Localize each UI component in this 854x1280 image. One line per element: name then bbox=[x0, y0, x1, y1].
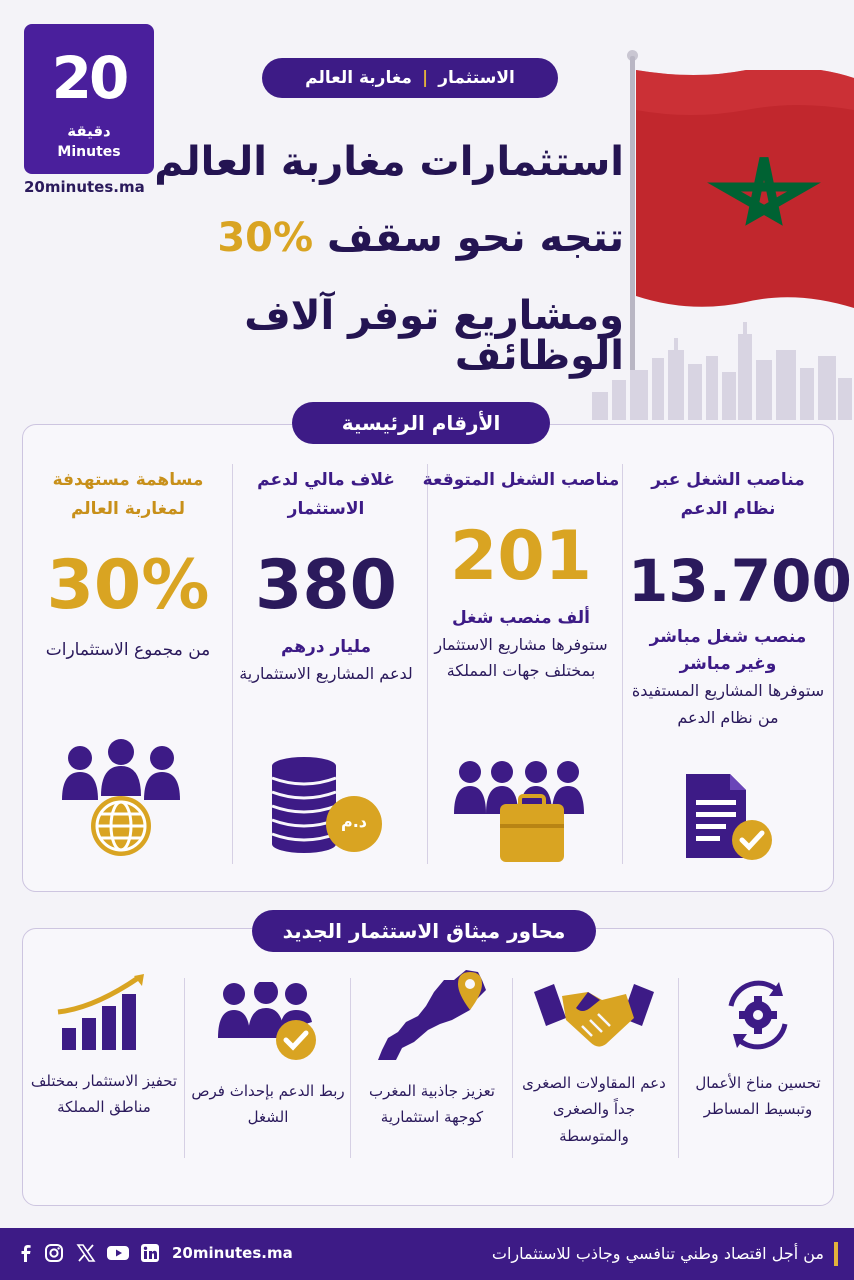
figure-sub: ستوفرها مشاريع الاستثمار بمختلف جهات المملكة bbox=[434, 635, 608, 681]
group-globe-icon bbox=[60, 738, 182, 860]
coins-stack-icon bbox=[268, 756, 388, 854]
headline-highlight: 30% bbox=[217, 215, 314, 261]
headline-line-2-text: تتجه نحو سقف bbox=[327, 215, 624, 261]
category-label: الاستثمار bbox=[438, 68, 515, 88]
morocco-flag-icon bbox=[636, 70, 854, 308]
figure-head: مناصب الشغل عبر نظام الدعم bbox=[651, 470, 805, 519]
instagram-icon[interactable] bbox=[44, 1243, 64, 1263]
figure-support-jobs bbox=[628, 466, 852, 731]
team-briefcase-icon bbox=[452, 758, 588, 866]
figure-value: 201 bbox=[450, 516, 592, 596]
footer-slogan: من أجل اقتصاد وطني تنافسي وجاذب للاستثمارات bbox=[492, 1242, 838, 1266]
logo-number: 20 bbox=[51, 44, 127, 112]
people-check-icon bbox=[216, 982, 320, 1062]
morocco-map-pin-icon bbox=[374, 966, 490, 1062]
divider bbox=[350, 978, 351, 1158]
headline-line-2 bbox=[154, 215, 624, 261]
figure-value-text: 30% bbox=[46, 545, 210, 625]
figure-sub-bold: ألف منصب شغل bbox=[452, 607, 590, 628]
figure-expected-jobs bbox=[421, 466, 621, 685]
figure-financial-envelope bbox=[226, 466, 426, 687]
document-check-icon bbox=[682, 770, 774, 862]
logo-english: Minutes bbox=[57, 144, 121, 160]
footer-site-url[interactable]: 20minutes.ma bbox=[172, 1244, 293, 1262]
axis-regional-investment bbox=[26, 962, 182, 1121]
category-separator: | bbox=[421, 68, 429, 88]
logo bbox=[24, 24, 154, 174]
key-figures-title: الأرقام الرئيسية bbox=[292, 402, 550, 444]
axis-morocco-attractiveness bbox=[354, 962, 510, 1131]
axis-text: ربط الدعم بإحداث فرص الشغل bbox=[191, 1082, 345, 1127]
headline-line-1: استثمارات مغاربة العالم bbox=[154, 139, 624, 185]
divider bbox=[184, 978, 185, 1158]
figure-sub: لدعم المشاريع الاستثمارية bbox=[239, 663, 413, 683]
divider bbox=[622, 464, 623, 864]
site-url[interactable]: 20minutes.ma bbox=[24, 178, 145, 196]
axis-text: تحفيز الاستثمار بمختلف مناطق المملكة bbox=[30, 1072, 178, 1117]
figure-sub-bold: منصب شغل مباشر وغير مباشر bbox=[649, 626, 807, 674]
divider bbox=[512, 978, 513, 1158]
axis-support-employment bbox=[190, 962, 346, 1131]
linkedin-icon[interactable] bbox=[140, 1243, 160, 1263]
x-icon[interactable] bbox=[76, 1243, 96, 1263]
figure-sub: ستوفرها المشاريع المستفيدة من نظام الدعم bbox=[631, 681, 825, 727]
figure-value bbox=[28, 545, 228, 625]
youtube-icon[interactable] bbox=[106, 1243, 130, 1263]
figure-value: 380 bbox=[255, 545, 397, 625]
figure-sub-bold: مليار درهم bbox=[280, 636, 372, 657]
subcategory-label: مغاربة العالم bbox=[305, 68, 412, 88]
facebook-icon[interactable] bbox=[16, 1243, 36, 1263]
logo-arabic: دقيقة bbox=[67, 122, 111, 140]
axis-text: تحسين مناخ الأعمال وتبسيط المساطر bbox=[695, 1074, 821, 1119]
coin-currency-label: د.م bbox=[340, 812, 367, 831]
axis-text: دعم المقاولات الصغرى جداً والصغرى والمتوسطة bbox=[522, 1074, 666, 1145]
figure-value: 13.700 bbox=[628, 546, 852, 615]
city-skyline-icon bbox=[588, 320, 854, 420]
headline-line-3: ومشاريع توفر آلاف الوظائف bbox=[244, 293, 624, 379]
figure-sub: من مجموع الاستثمارات bbox=[45, 639, 211, 660]
gear-cycle-icon bbox=[719, 976, 797, 1054]
figure-head: غلاف مالي لدعم الاستثمار bbox=[257, 470, 395, 519]
axes-title: محاور ميثاق الاستثمار الجديد bbox=[252, 910, 596, 952]
axis-business-climate bbox=[680, 962, 836, 1123]
category-pill bbox=[262, 58, 558, 98]
growth-chart-icon bbox=[54, 972, 154, 1052]
axis-sme-support bbox=[516, 962, 672, 1149]
axis-text: تعزيز جاذبية المغرب كوجهة استثمارية bbox=[369, 1082, 495, 1127]
handshake-icon bbox=[532, 978, 656, 1054]
figure-diaspora-share bbox=[28, 466, 228, 664]
divider bbox=[678, 978, 679, 1158]
figure-head: مناصب الشغل المتوقعة bbox=[422, 470, 620, 490]
figure-head: مساهمة مستهدفة لمغاربة العالم bbox=[52, 470, 204, 519]
